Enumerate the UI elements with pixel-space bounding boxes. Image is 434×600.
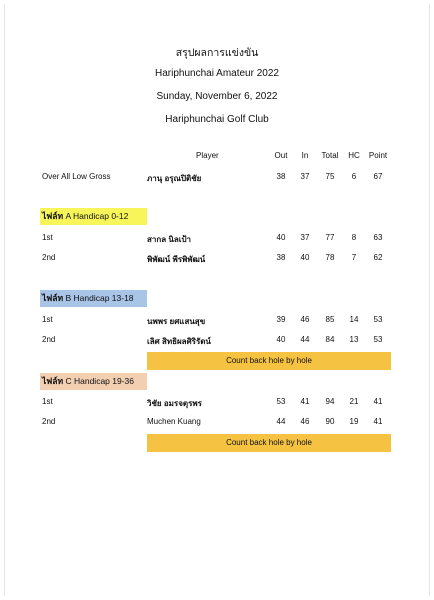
player-name: นพพร ยศแสนสุข (147, 317, 206, 326)
score-hc: 13 (349, 335, 359, 344)
score-hc: 14 (349, 315, 359, 324)
score-hc: 7 (351, 253, 357, 262)
table-row (0, 315, 434, 329)
score-in: 46 (300, 417, 310, 426)
overall-in: 37 (300, 172, 310, 181)
rank: 1st (42, 397, 53, 406)
flight-c-label: C Handicap 19-36 (65, 376, 134, 386)
score-point: 63 (373, 233, 383, 242)
table-row (0, 233, 434, 247)
score-in: 40 (300, 253, 310, 262)
flight-b-label-th: ไฟล์ท (42, 293, 64, 303)
flight-a-label-th: ไฟล์ท (42, 211, 64, 221)
rank: 2nd (42, 253, 56, 262)
col-out: Out (274, 151, 288, 160)
overall-label: Over All Low Gross (42, 172, 111, 181)
player-name: สากล นิลเป้า (147, 235, 192, 244)
flight-c-label-th: ไฟล์ท (42, 376, 64, 386)
score-total: 84 (325, 335, 335, 344)
flight-b-header (40, 290, 147, 307)
col-point: Point (368, 151, 388, 160)
score-out: 40 (276, 335, 286, 344)
overall-hc: 6 (351, 172, 357, 181)
score-total: 90 (325, 417, 335, 426)
overall-out: 38 (276, 172, 286, 181)
score-out: 53 (276, 397, 286, 406)
overall-player: ภานุ อรุณปิติชัย (147, 174, 202, 183)
player-name: วิชัย อมรจตุรพร (147, 399, 202, 408)
flight-a-header (40, 208, 147, 225)
col-total: Total (321, 151, 339, 160)
score-point: 53 (373, 335, 383, 344)
countback-note: Count back hole by hole (147, 352, 391, 370)
event-name: Hariphunchai Amateur 2022 (155, 68, 279, 79)
col-in: In (301, 151, 309, 160)
score-point: 41 (373, 417, 383, 426)
score-hc: 21 (349, 397, 359, 406)
column-header-row (0, 151, 434, 165)
rank: 1st (42, 315, 53, 324)
overall-row (0, 172, 434, 186)
score-in: 44 (300, 335, 310, 344)
table-row (0, 335, 434, 349)
overall-total: 75 (325, 172, 335, 181)
rank: 2nd (42, 335, 56, 344)
overall-point: 67 (373, 172, 383, 181)
event-venue: Hariphunchai Golf Club (165, 114, 269, 125)
countback-note: Count back hole by hole (147, 434, 391, 452)
score-total: 85 (325, 315, 335, 324)
flight-b-label: B Handicap 13-18 (65, 293, 134, 303)
flight-c-header (40, 373, 147, 390)
score-in: 37 (300, 233, 310, 242)
event-date: Sunday, November 6, 2022 (156, 91, 278, 102)
page-title: สรุปผลการแข่งขัน (175, 47, 259, 59)
score-in: 46 (300, 315, 310, 324)
score-total: 77 (325, 233, 335, 242)
col-hc: HC (348, 151, 360, 160)
score-out: 39 (276, 315, 286, 324)
score-point: 53 (373, 315, 383, 324)
score-out: 40 (276, 233, 286, 242)
score-in: 41 (300, 397, 310, 406)
score-total: 94 (325, 397, 335, 406)
table-row (0, 253, 434, 267)
score-hc: 19 (349, 417, 359, 426)
flight-a-label: A Handicap 0-12 (65, 211, 129, 221)
player-name: เลิศ สิทธิผลศิริรัตน์ (147, 337, 211, 346)
score-out: 38 (276, 253, 286, 262)
player-name: Muchen Kuang (147, 417, 201, 426)
player-name: พิพัฒน์ พีรพิพัฒน์ (147, 255, 206, 264)
score-point: 62 (373, 253, 383, 262)
score-hc: 8 (351, 233, 357, 242)
score-total: 78 (325, 253, 335, 262)
col-player: Player (196, 151, 219, 160)
score-out: 44 (276, 417, 286, 426)
table-row (0, 417, 434, 431)
rank: 2nd (42, 417, 56, 426)
table-row (0, 397, 434, 411)
rank: 1st (42, 233, 53, 242)
score-point: 41 (373, 397, 383, 406)
